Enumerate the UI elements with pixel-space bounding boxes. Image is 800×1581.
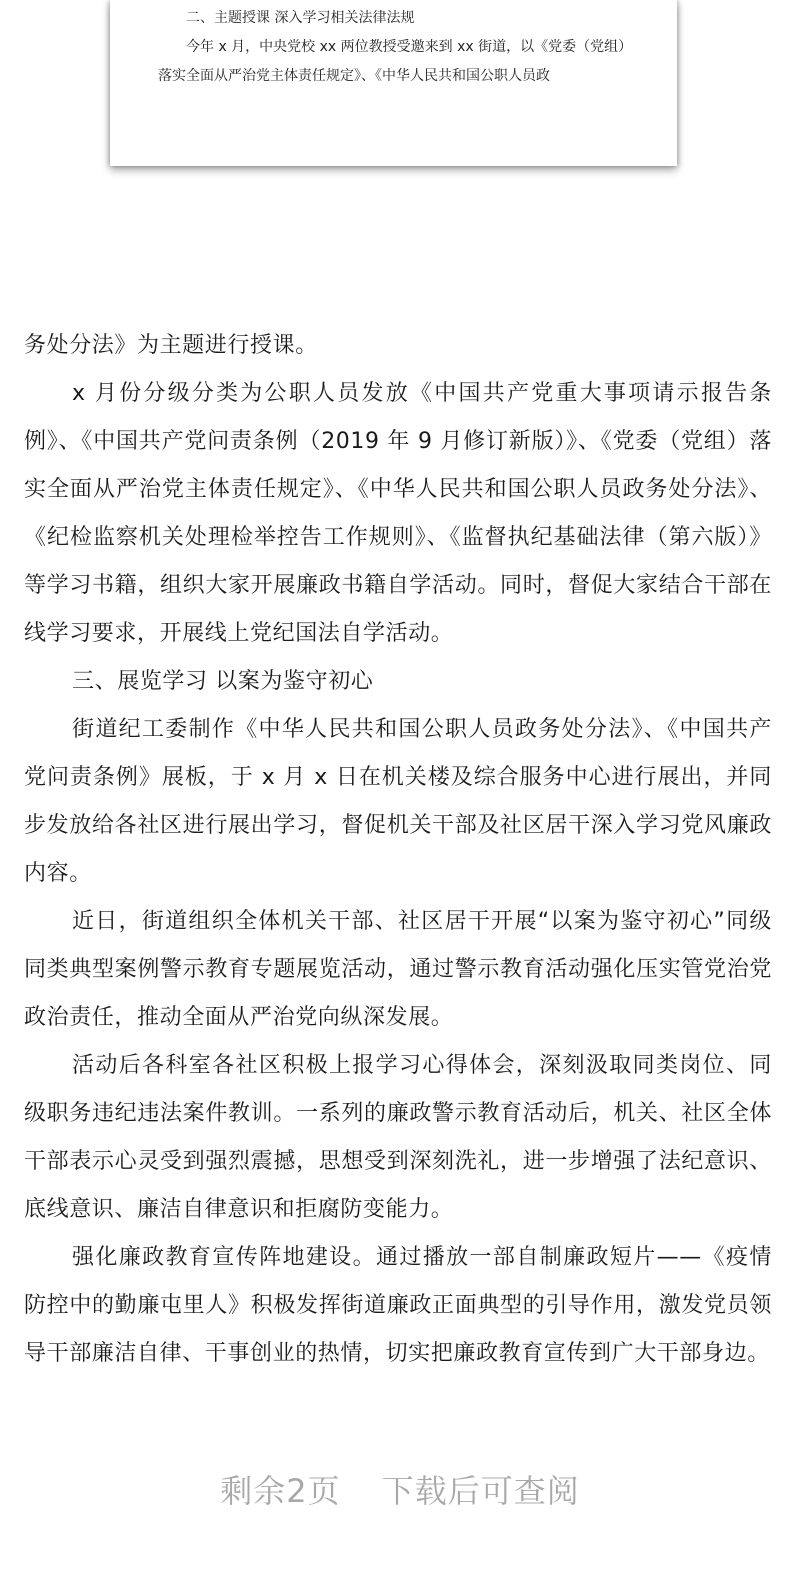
preview-paragraph: 今年 x 月，中央党校 xx 两位教授受邀来到 xx 街道，以《党委（党组）落实全面从严治党主体责任规定》、《中华人民共和国公职人员政 — [158, 39, 633, 84]
paragraph-0: 务处分法》为主题进行授课。 — [24, 333, 318, 358]
document-preview-card — [110, 0, 677, 166]
paragraph-5: 活动后各科室各社区积极上报学习心得体会，深刻汲取同类岗位、同级职务违纪违法案件教训。一系列的廉政警示教育活动后，机关、社区全体干部表示心灵受到强烈震撼，思想受到深刻洗礼，进一步增强了法纪意识、底线意识、廉洁自律意识和拒腐防变能力。 — [24, 1053, 772, 1222]
preview-heading: 二、主题授课 深入学习相关法律法规 — [186, 10, 415, 26]
section-heading: 三、展览学习 以案为鉴守初心 — [72, 669, 374, 694]
download-to-view-label[interactable]: 下载后可查阅 — [381, 1472, 580, 1510]
paragraph-1: x 月份分级分类为公职人员发放《中国共产党重大事项请示报告条例》、《中国共产党问责条例（2019 年 9 月修订新版）》、《党委（党组）落实全面从严治党主体责任规定》、《中华人民共和国公职人员政务处分法》、《纪检监察机关处理检举控告工作规则》、《监督执纪基础法律（第六版）》等学习书籍，组织大家开展廉政书籍自学活动。同时，督促大家结合干部在线学习要求，开展线上党纪国法自学活动。 — [24, 381, 772, 646]
paragraph-6: 强化廉政教育宣传阵地建设。通过播放一部自制廉政短片——《疫情防控中的勤廉屯里人》积极发挥街道廉政正面典型的引导作用，激发党员领导干部廉洁自律、干事创业的热情，切实把廉政教育宣传到广大干部身边。 — [24, 1245, 772, 1366]
paragraph-3: 街道纪工委制作《中华人民共和国公职人员政务处分法》、《中国共产党问责条例》展板，于 x 月 x 日在机关楼及综合服务中心进行展出，并同步发放给各社区进行展出学习，督促机关干部及社区居干深入学习党风廉政内容。 — [24, 717, 772, 886]
paragraph-4: 近日，街道组织全体机关干部、社区居干开展“以案为鉴守初心”同级同类典型案例警示教育专题展览活动，通过警示教育活动强化压实管党治党政治责任，推动全面从严治党向纵深发展。 — [24, 909, 772, 1030]
document-body — [24, 322, 772, 1378]
remaining-pages-label: 剩余2页 — [220, 1472, 341, 1510]
download-notice[interactable] — [0, 1466, 800, 1512]
